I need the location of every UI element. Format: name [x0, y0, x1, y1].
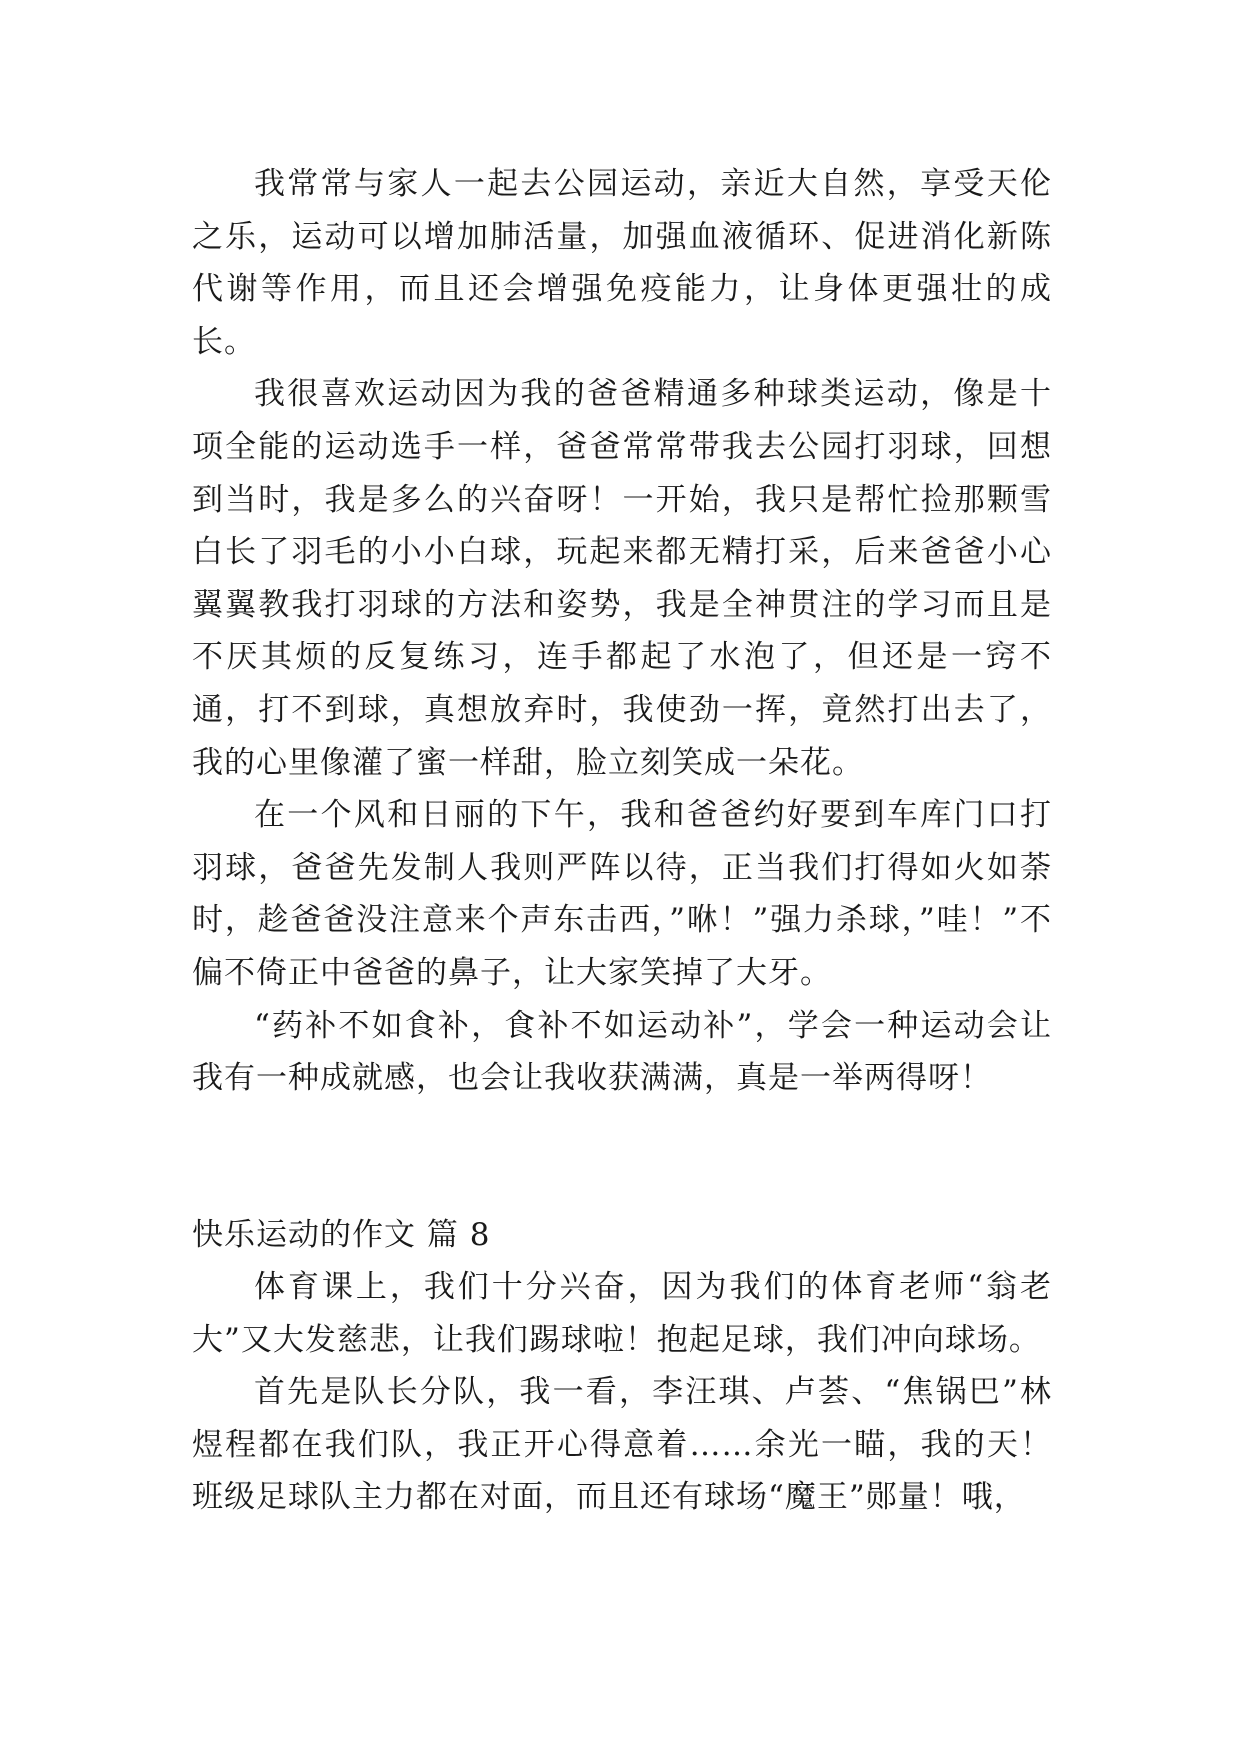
paragraph-afternoon-game: 在一个风和日丽的下午，我和爸爸约好要到车库门口打羽球，爸爸先发制人我则严阵以待，正当我们打得如火如荼时，趁爸爸没注意来个声东击西，”咻！”强力杀球，”哇！”不偏不倚正中爸爸的鼻子，让大家笑掉了大牙。: [192, 797, 1052, 991]
paragraph-team-split: 首先是队长分队，我一看，李汪琪、卢荟、“焦锅巴”林煜程都在我们队，我正开心得意着……余光一瞄，我的天！班级足球队主力都在对面，而且还有球场“魔王”郧量！哦，: [192, 1374, 1052, 1516]
paragraph-pe-class: 体育课上，我们十分兴奋，因为我们的体育老师“翁老大”又大发慈悲，让我们踢球啦！抱起足球，我们冲向球场。: [192, 1269, 1052, 1358]
section-title: 快乐运动的作文 篇 8: [192, 1217, 491, 1253]
paragraph-park-exercise: 我常常与家人一起去公园运动，亲近大自然，享受天伦之乐，运动可以增加肺活量，加强血液循环、促进消化新陈代谢等作用，而且还会增强免疫能力，让身体更强壮的成长。: [192, 166, 1052, 360]
essay-body-part-2: [192, 1261, 1052, 1524]
essay-body-part-1: [192, 158, 1052, 1105]
paragraph-conclusion: “药补不如食补，食补不如运动补”，学会一种运动会让我有一种成就感，也会让我收获满满，真是一举两得呀！: [192, 1007, 1052, 1097]
paragraph-learning-badminton: 我很喜欢运动因为我的爸爸精通多种球类运动，像是十项全能的运动选手一样，爸爸常常带我去公园打羽球，回想到当时，我是多么的兴奋呀！一开始，我只是帮忙捡那颗雪白长了羽毛的小小白球，玩起来都无精打采，后来爸爸小心翼翼教我打羽球的方法和姿势，我是全神贯注的学习而且是不厌其烦的反复练习，连手都起了水泡了，但还是一窍不通，打不到球，真想放弃时，我使劲一挥，竟然打出去了，我的心里像灌了蜜一样甜，脸立刻笑成一朵花。: [192, 376, 1052, 781]
